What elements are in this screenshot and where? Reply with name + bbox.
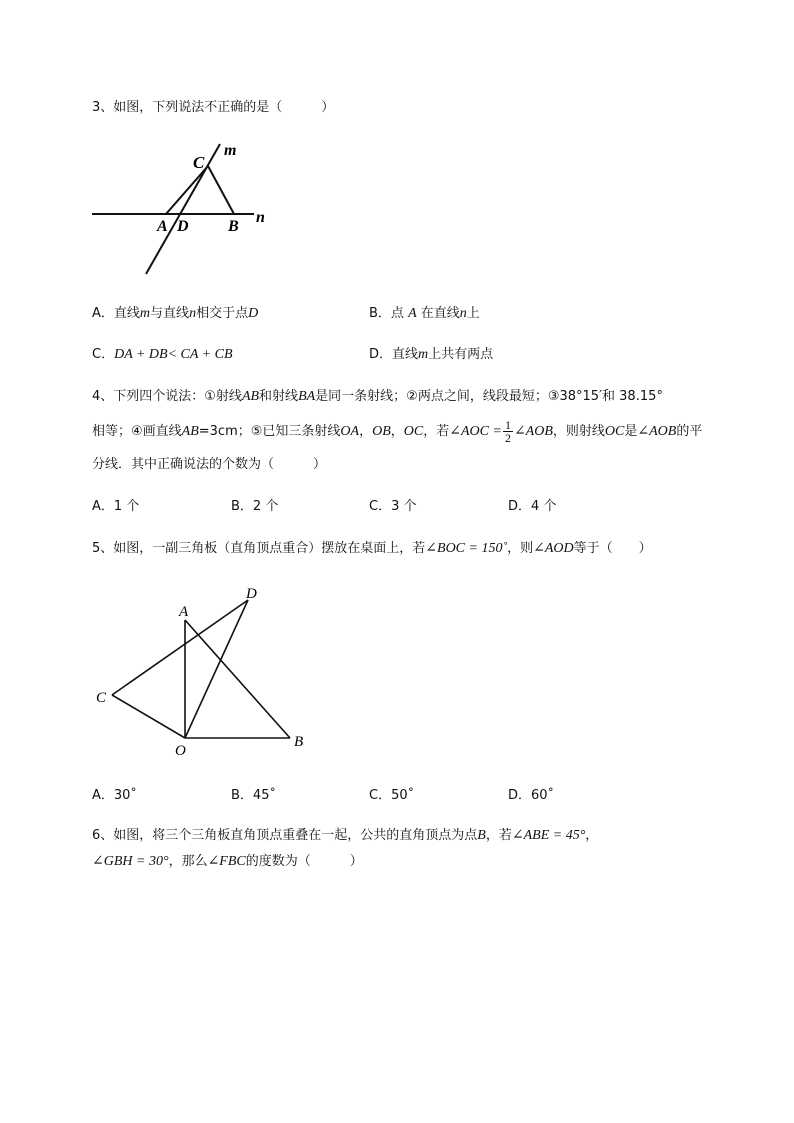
q4-line-3: 分线．其中正确说法的个数为（ ） xyxy=(92,457,327,472)
q5-stem: 5、如图，一副三角板（直角顶点重合）摆放在桌面上，若∠BOC = 150˚，则∠AOD等于（ ） xyxy=(92,541,652,556)
q4-line-1: 4、下列四个说法：①射线AB和射线BA是同一条射线；②两点之间，线段最短；③38°15′和 38.15° xyxy=(92,389,663,404)
label-b: B xyxy=(228,218,239,235)
label-n: n xyxy=(256,209,265,226)
label-b: B xyxy=(294,734,304,750)
label-c: C xyxy=(193,153,205,172)
segment-od xyxy=(185,600,248,738)
label-a: A xyxy=(179,604,189,620)
fraction-one-half: $\frac{1}{2}$ xyxy=(504,418,511,445)
q3-option-d[interactable]: D．直线m上共有两点 xyxy=(369,347,494,362)
line-m xyxy=(146,144,220,274)
q3-option-a[interactable]: A．直线m与直线n相交于点D xyxy=(92,306,259,321)
q4-option-a[interactable]: A．1 个 xyxy=(92,499,140,514)
label-d: D xyxy=(177,218,189,235)
q5-option-d[interactable]: D．60˚ xyxy=(508,788,555,803)
label-a: A xyxy=(157,218,168,235)
q4-option-b[interactable]: B．2 个 xyxy=(231,499,279,514)
q5-option-b[interactable]: B．45˚ xyxy=(231,788,276,803)
segment-co xyxy=(112,695,185,738)
q4-line-2: 相等；④画直线AB=3cm；⑤已知三条射线OA，OB，OC，若∠AOC = $\frac{1}{2}$ ∠AOB，则射线OC是∠AOB的平 xyxy=(92,418,703,445)
label-c: C xyxy=(96,690,107,706)
segment-ca xyxy=(166,166,208,214)
q6-line-1: 6、如图，将三个三角板直角顶点重叠在一起，公共的直角顶点为点B，若∠ABE = 45°， xyxy=(92,828,599,843)
q3-figure xyxy=(88,138,288,288)
segment-cb xyxy=(208,166,234,214)
segment-ab xyxy=(185,620,290,738)
label-d: D xyxy=(246,586,257,602)
q3-option-c[interactable]: C．DA + DB< CA + CB xyxy=(92,347,233,362)
q4-option-d[interactable]: D．4 个 xyxy=(508,499,557,514)
q5-option-a[interactable]: A．30˚ xyxy=(92,788,137,803)
q4-option-c[interactable]: C．3 个 xyxy=(369,499,417,514)
q5-option-c[interactable]: C．50˚ xyxy=(369,788,415,803)
label-o: O xyxy=(175,743,186,759)
q3-stem: 3、如图，下列说法不正确的是（ ） xyxy=(92,100,335,115)
q3-option-b[interactable]: B．点 A 在直线n上 xyxy=(369,306,480,321)
q5-figure xyxy=(90,578,330,768)
label-m: m xyxy=(224,142,237,159)
q6-line-2: ∠GBH = 30°，那么∠FBC的度数为（ ） xyxy=(92,854,363,869)
